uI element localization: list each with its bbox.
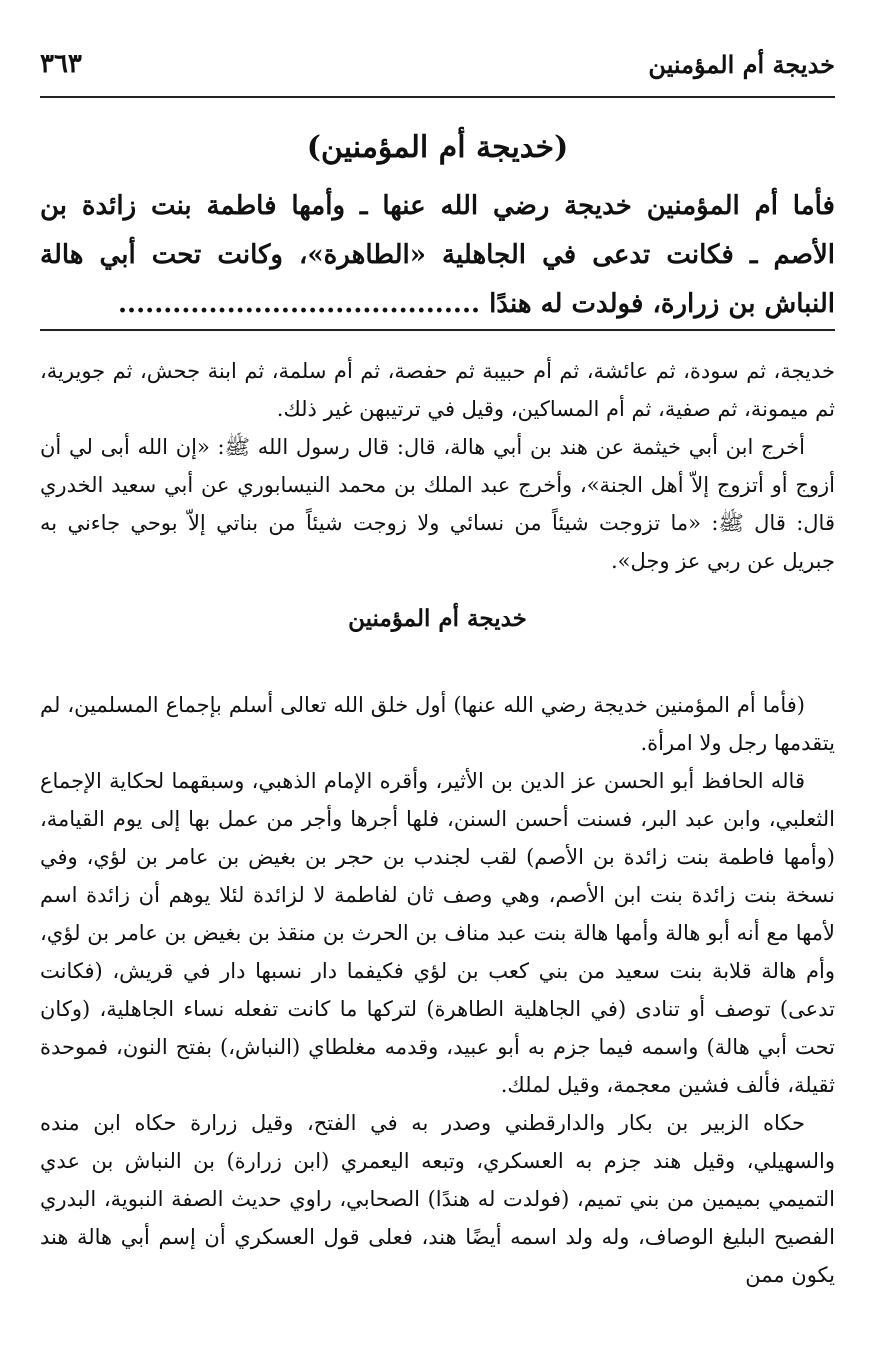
commentary-paragraph-4: قاله الحافظ أبو الحسن عز الدين بن الأثير، وأقره الإمام الذهبي، وسبقهما لحكاية الإجماع الثعلبي، وابن عبد البر، فسنت أحسن السنن، فلها أجرها وأجر من عمل بها إلى يوم القيامة، (وأمها فاطمة بنت زائدة بن الأصم) لقب لجندب بن حجر بن بغيض بن عامر بن لؤي، وفي نسخة بنت زائدة بنت ابن الأصم، وهي وصف ثان لفاطمة لا لزائدة لئلا يوهم أن زائدة اسم لأمها مع أنه أبو هالة وأمها هالة بنت عبد مناف بن الحرث بن منقذ بن بغيض بن عامر بن لؤي، وأم هالة قلابة بنت سعيد من بني كعب بن لؤي فكيفما دار نسبها دار في قريش، (فكانت تدعى) توصف أو تنادى (في الجاهلية الطاهرة) لتركها ما كانت تفعله نساء الجاهلية، (وكان تحت أبي هالة) واسمه فيما جزم به أبو عبيد، وقدمه مغلطاي (النباش،) بفتح النون، فموحدة ثقيلة، فألف فشين معجمة، وقيل لملك. (40, 769, 835, 1097)
matn-section (40, 128, 835, 329)
matn-title: (خديجة أم المؤمنين) (306, 130, 569, 165)
commentary-paragraph-2: أخرج ابن أبي خيثمة عن هند بن أبي هالة، قال: قال رسول الله ﷺ: «إن الله أبى لي أن أزوج أو أتزوج إلاّ أهل الجنة»، وأخرج عبد الملك بن محمد النيسابوري عن أبي سعيد الخدري قال: قال ﷺ: «ما تزوجت شيئاً من نسائي ولا زوجت شيئاً من بناتي إلاّ بوحي جاءني به جبريل عن ربي عز وجل». (40, 435, 835, 573)
header-rule (40, 96, 835, 98)
matn-text: فأما أم المؤمنين خديجة رضي الله عنها ـ وأمها فاطمة بنت زائدة بن الأصم ـ فكانت تدعى في الجاهلية «الطاهرة»، وكانت تحت أبي هالة النباش بن زرارة، فولدت له هندًا ........................................ (40, 191, 835, 319)
commentary-paragraph-1: خديجة، ثم سودة، ثم عائشة، ثم أم حبيبة ثم حفصة، ثم أم سلمة، ثم ابنة جحش، ثم جويرية، ثم ميمونة، ثم صفية، ثم أم المساكين، وقيل في ترتيبهن غير ذلك. (40, 359, 835, 421)
commentary-section (40, 352, 835, 1294)
matn-separator-rule (40, 329, 835, 331)
commentary-sub-heading: خديجة أم المؤمنين (348, 605, 527, 632)
commentary-paragraph-3: (فأما أم المؤمنين خديجة رضي الله عنها) أول خلق الله تعالى أسلم بإجماع المسلمين، لم يتقدمها رجل ولا امرأة. (40, 693, 835, 755)
commentary-paragraph-5: حكاه الزبير بن بكار والدارقطني وصدر به في الفتح، وقيل زرارة حكاه ابن منده والسهيلي، وقيل هند جزم به العسكري، وتبعه اليعمري (ابن زرارة) بن النباش بن عدي التميمي بميمين من بني تميم، (فولدت له هندًا) الصحابي، راوي حديث الصفة النبوية، البدري الفصيح البليغ الوصاف، وله ولد اسمه أيضًا هند، فعلى قول العسكري أن إسم أبي هالة هند يكون ممن (40, 1111, 835, 1287)
running-header (40, 40, 835, 88)
running-title: خديجة أم المؤمنين (648, 49, 835, 79)
page-number: ٣٦٣ (40, 49, 82, 79)
